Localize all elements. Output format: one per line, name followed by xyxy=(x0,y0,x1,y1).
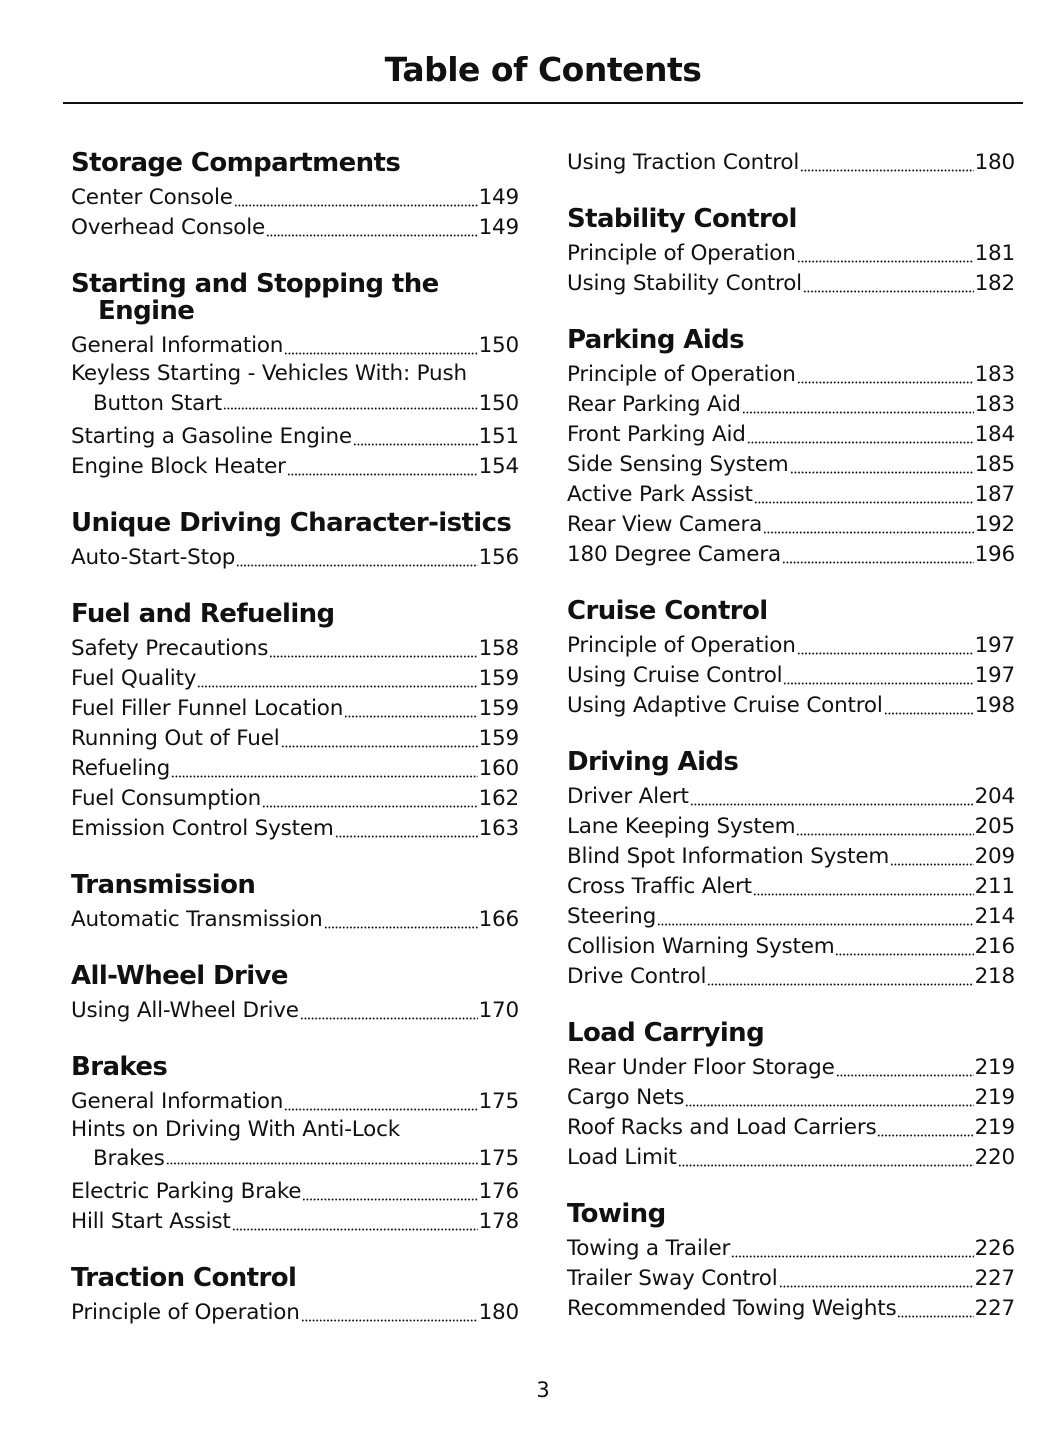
toc-entry[interactable] xyxy=(567,1053,1015,1083)
dot-leader xyxy=(797,632,974,655)
toc-entry[interactable] xyxy=(71,331,519,361)
entry-page-number: 163 xyxy=(478,815,519,841)
toc-entry[interactable] xyxy=(567,1234,1015,1264)
dot-leader xyxy=(779,1265,974,1288)
entry-label: Active Park Assist xyxy=(567,482,753,507)
entry-label: Front Parking Aid xyxy=(567,422,746,447)
dot-leader xyxy=(782,541,974,564)
toc-entry[interactable] xyxy=(71,213,519,243)
entry-label: Keyless Starting - Vehicles With: Push xyxy=(71,361,467,386)
entry-page-number: 182 xyxy=(974,271,1015,296)
toc-section-towing xyxy=(567,1201,1015,1324)
entry-page-number: 185 xyxy=(974,452,1015,477)
dot-leader xyxy=(262,785,478,808)
dot-leader xyxy=(324,906,478,929)
entry-page-number: 180 xyxy=(478,1300,519,1326)
toc-entry[interactable] xyxy=(71,664,519,694)
entry-page-number: 149 xyxy=(478,215,519,240)
entry-page-number: 198 xyxy=(974,693,1015,718)
section-heading: Driving Aids xyxy=(567,747,739,777)
toc-entry[interactable] xyxy=(71,452,519,482)
dot-leader xyxy=(353,423,478,446)
entry-label: Principle of Operation xyxy=(567,241,796,266)
dot-leader xyxy=(763,511,973,534)
section-heading: Cruise Control xyxy=(567,596,768,626)
toc-section-transmission xyxy=(71,869,519,935)
entry-label: Auto-Start-Stop xyxy=(71,544,236,570)
dot-leader xyxy=(197,665,477,688)
toc-entry[interactable] xyxy=(567,510,1015,540)
entry-page-number: 154 xyxy=(478,453,519,479)
toc-entry[interactable] xyxy=(567,1083,1015,1113)
toc-entry[interactable] xyxy=(567,148,1015,178)
dot-leader xyxy=(884,692,974,715)
entry-label: Refueling xyxy=(71,755,171,781)
entry-page-number: 197 xyxy=(974,633,1015,658)
toc-entry[interactable] xyxy=(567,1143,1015,1173)
dot-leader xyxy=(281,725,478,748)
entry-page-number: 159 xyxy=(478,725,519,751)
dot-leader xyxy=(232,1209,478,1232)
entry-page-number: 214 xyxy=(974,904,1015,929)
dot-leader xyxy=(754,481,974,504)
dot-leader xyxy=(171,755,478,778)
toc-left-column xyxy=(71,150,519,1356)
entry-page-number: 219 xyxy=(974,1115,1015,1140)
toc-entry[interactable] xyxy=(567,540,1015,570)
dot-leader xyxy=(287,453,478,476)
entry-label: Fuel Consumption xyxy=(71,785,262,811)
toc-section-starting-and-stopping-the-engine xyxy=(71,271,519,482)
dot-leader xyxy=(890,843,973,866)
toc-section-all-wheel-drive xyxy=(71,960,519,1026)
entry-label: Principle of Operation xyxy=(567,633,796,658)
toc-entry[interactable] xyxy=(567,420,1015,450)
toc-entry[interactable] xyxy=(567,691,1015,721)
dot-leader xyxy=(835,933,973,956)
section-heading: Parking Aids xyxy=(567,325,745,355)
toc-section-cruise-control xyxy=(567,598,1015,721)
section-heading: Storage Compartments xyxy=(71,148,401,178)
entry-continuation xyxy=(71,387,519,416)
toc-entry[interactable] xyxy=(567,872,1015,902)
toc-entry[interactable] xyxy=(567,932,1015,962)
entry-page-number: 170 xyxy=(478,997,519,1023)
toc-entry[interactable] xyxy=(71,1298,519,1328)
toc-entry[interactable] xyxy=(71,1117,519,1172)
entry-page-number: 159 xyxy=(478,695,519,721)
entry-label-continuation: Brakes xyxy=(93,1146,165,1172)
toc-entry[interactable] xyxy=(567,1113,1015,1143)
section-heading: Towing xyxy=(567,1199,666,1229)
dot-leader xyxy=(800,149,973,172)
dot-leader xyxy=(897,1295,973,1318)
toc-entry[interactable] xyxy=(71,183,519,213)
toc-entry[interactable] xyxy=(567,480,1015,510)
dot-leader xyxy=(236,544,477,567)
entry-page-number: 187 xyxy=(974,482,1015,507)
toc-entry[interactable] xyxy=(567,661,1015,691)
toc-entry[interactable] xyxy=(71,996,519,1026)
toc-entry[interactable] xyxy=(567,360,1015,390)
dot-leader xyxy=(783,662,973,685)
toc-section-load-carrying xyxy=(567,1020,1015,1173)
entry-page-number: 196 xyxy=(974,542,1015,567)
entry-label: Emission Control System xyxy=(71,815,334,841)
entry-label: Recommended Towing Weights xyxy=(567,1296,897,1321)
entry-label: Driver Alert xyxy=(567,784,689,809)
entry-label: Center Console xyxy=(71,185,233,210)
toc-entry[interactable] xyxy=(567,812,1015,842)
section-heading: Load Carrying xyxy=(567,1018,765,1048)
entry-label: General Information xyxy=(71,1088,284,1114)
entry-page-number: 184 xyxy=(974,422,1015,447)
entry-page-number: 175 xyxy=(478,1146,519,1172)
toc-entry[interactable] xyxy=(71,694,519,724)
entry-page-number: 162 xyxy=(478,785,519,811)
entry-page-number: 180 xyxy=(974,150,1015,175)
toc-entry[interactable] xyxy=(567,269,1015,299)
dot-leader xyxy=(796,813,973,836)
toc-entry[interactable] xyxy=(567,631,1015,661)
dot-leader xyxy=(301,1300,478,1323)
entry-label: Towing a Trailer xyxy=(567,1236,731,1261)
entry-page-number: 220 xyxy=(974,1145,1015,1170)
dot-leader xyxy=(266,214,478,237)
section-heading: Fuel and Refueling xyxy=(71,598,335,629)
entry-page-number: 149 xyxy=(478,185,519,210)
entry-label: Automatic Transmission xyxy=(71,906,323,932)
entry-page-number: 211 xyxy=(974,874,1015,899)
page-number: 3 xyxy=(536,1378,550,1402)
dot-leader xyxy=(335,815,478,838)
entry-label: Load Limit xyxy=(567,1145,677,1170)
entry-page-number: 226 xyxy=(974,1236,1015,1261)
entry-label: Principle of Operation xyxy=(567,362,796,387)
toc-entry[interactable] xyxy=(71,361,519,416)
page-title: Table of Contents xyxy=(384,50,702,89)
entry-page-number: 216 xyxy=(974,934,1015,959)
toc-section-unique-driving-character-istics xyxy=(71,507,519,573)
entry-label: Rear Under Floor Storage xyxy=(567,1055,835,1080)
entry-label: Roof Racks and Load Carriers xyxy=(567,1115,877,1140)
dot-leader xyxy=(803,270,974,293)
dot-leader xyxy=(234,184,478,207)
dot-leader xyxy=(790,451,974,474)
entry-label: Using Cruise Control xyxy=(567,663,783,688)
section-heading: Stability Control xyxy=(567,204,797,234)
entry-page-number: 204 xyxy=(974,784,1015,809)
entry-page-number: 183 xyxy=(974,362,1015,387)
toc-section-fuel-and-refueling xyxy=(71,598,519,844)
toc-section-stability-control xyxy=(567,206,1015,299)
toc-section-parking-aids xyxy=(567,327,1015,570)
section-heading: Unique Driving Character-istics xyxy=(71,507,512,538)
entry-label: Lane Keeping System xyxy=(567,814,796,839)
toc-entry[interactable] xyxy=(567,842,1015,872)
dot-leader xyxy=(797,361,974,384)
toc-entry[interactable] xyxy=(567,902,1015,932)
dot-leader xyxy=(707,963,973,986)
toc-entry[interactable] xyxy=(71,422,519,452)
entry-page-number: 227 xyxy=(974,1296,1015,1321)
dot-leader xyxy=(836,1054,974,1077)
entry-page-number: 181 xyxy=(974,241,1015,266)
dot-leader xyxy=(685,1084,973,1107)
dot-leader xyxy=(797,240,974,263)
entry-label: Engine Block Heater xyxy=(71,453,286,479)
entry-label: Trailer Sway Control xyxy=(567,1266,778,1291)
entry-label: Running Out of Fuel xyxy=(71,725,280,751)
toc-entry[interactable] xyxy=(567,239,1015,269)
toc-section-driving-aids xyxy=(567,749,1015,992)
entry-page-number: 176 xyxy=(478,1179,519,1205)
dot-leader xyxy=(269,635,477,658)
entry-label: Using Stability Control xyxy=(567,271,802,296)
toc-right-column xyxy=(567,148,1015,1352)
dot-leader xyxy=(300,997,478,1020)
entry-label: Blind Spot Information System xyxy=(567,844,890,869)
entry-label: Electric Parking Brake xyxy=(71,1179,302,1205)
dot-leader xyxy=(284,1088,477,1111)
entry-page-number: 156 xyxy=(478,544,519,570)
toc-entry[interactable] xyxy=(567,1264,1015,1294)
entry-page-number: 219 xyxy=(974,1085,1015,1110)
entry-page-number: 197 xyxy=(974,663,1015,688)
dot-leader xyxy=(284,332,477,355)
entry-label: 180 Degree Camera xyxy=(567,542,781,567)
toc-entry[interactable] xyxy=(567,782,1015,812)
entry-page-number: 219 xyxy=(974,1055,1015,1080)
entry-continuation xyxy=(71,1143,519,1172)
dot-leader xyxy=(877,1114,973,1137)
title-divider xyxy=(63,102,1023,104)
dot-leader xyxy=(657,903,974,926)
section-heading: Starting and Stopping the Engine xyxy=(71,269,439,326)
toc-entry[interactable] xyxy=(71,784,519,814)
entry-page-number: 192 xyxy=(974,512,1015,537)
entry-label: Using All-Wheel Drive xyxy=(71,997,299,1023)
toc-entry[interactable] xyxy=(71,1177,519,1207)
entry-label: Safety Precautions xyxy=(71,635,269,661)
entry-label: Drive Control xyxy=(567,964,707,989)
toc-entry[interactable] xyxy=(71,724,519,754)
entry-page-number: 218 xyxy=(974,964,1015,989)
entry-page-number: 183 xyxy=(974,392,1015,417)
dot-leader xyxy=(678,1144,974,1167)
toc-entry[interactable] xyxy=(567,450,1015,480)
toc-entry[interactable] xyxy=(71,543,519,573)
toc-section-traction-control xyxy=(71,1265,519,1328)
dot-leader xyxy=(690,783,974,806)
toc-entry[interactable] xyxy=(71,754,519,784)
entry-label: Rear View Camera xyxy=(567,512,763,537)
section-heading: Traction Control xyxy=(71,1263,297,1294)
entry-label: Steering xyxy=(567,904,657,929)
toc-section-continued xyxy=(567,148,1015,178)
entry-page-number: 150 xyxy=(478,390,519,416)
section-heading: Brakes xyxy=(71,1051,168,1082)
entry-page-number: 178 xyxy=(478,1209,519,1235)
dot-leader xyxy=(747,421,974,444)
entry-label: Hill Start Assist xyxy=(71,1209,231,1235)
entry-label: General Information xyxy=(71,333,284,358)
toc-section-storage-compartments xyxy=(71,150,519,243)
entry-page-number: 175 xyxy=(478,1088,519,1114)
dot-leader xyxy=(344,695,477,718)
dot-leader xyxy=(166,1143,478,1166)
entry-label: Collision Warning System xyxy=(567,934,835,959)
toc-entry[interactable] xyxy=(567,1294,1015,1324)
entry-label: Side Sensing System xyxy=(567,452,789,477)
dot-leader xyxy=(742,391,974,414)
entry-label: Cargo Nets xyxy=(567,1085,685,1110)
entry-page-number: 205 xyxy=(974,814,1015,839)
entry-label: Rear Parking Aid xyxy=(567,392,741,417)
entry-label: Cross Traffic Alert xyxy=(567,874,752,899)
entry-label-continuation: Button Start xyxy=(93,390,222,416)
entry-label: Fuel Quality xyxy=(71,665,197,691)
toc-entry[interactable] xyxy=(71,634,519,664)
entry-page-number: 151 xyxy=(478,423,519,449)
entry-label: Using Traction Control xyxy=(567,150,800,175)
entry-page-number: 159 xyxy=(478,665,519,691)
entry-label: Starting a Gasoline Engine xyxy=(71,423,352,449)
entry-page-number: 227 xyxy=(974,1266,1015,1291)
entry-label: Using Adaptive Cruise Control xyxy=(567,693,883,718)
section-heading: Transmission xyxy=(71,869,256,900)
toc-entry[interactable] xyxy=(71,814,519,844)
dot-leader xyxy=(731,1235,973,1258)
entry-page-number: 160 xyxy=(478,755,519,781)
toc-entry[interactable] xyxy=(71,1207,519,1237)
dot-leader xyxy=(302,1179,477,1202)
toc-entry[interactable] xyxy=(71,1087,519,1117)
section-heading: All-Wheel Drive xyxy=(71,960,288,991)
entry-page-number: 209 xyxy=(974,844,1015,869)
toc-entry[interactable] xyxy=(567,390,1015,420)
entry-page-number: 158 xyxy=(478,635,519,661)
toc-entry[interactable] xyxy=(567,962,1015,992)
dot-leader xyxy=(223,387,478,410)
entry-page-number: 150 xyxy=(478,333,519,358)
entry-label: Fuel Filler Funnel Location xyxy=(71,695,344,721)
entry-page-number: 166 xyxy=(478,906,519,932)
entry-label: Overhead Console xyxy=(71,215,265,240)
entry-label: Hints on Driving With Anti-Lock xyxy=(71,1116,400,1142)
toc-entry[interactable] xyxy=(71,905,519,935)
entry-label: Principle of Operation xyxy=(71,1300,300,1326)
toc-section-brakes xyxy=(71,1051,519,1238)
dot-leader xyxy=(753,873,974,896)
